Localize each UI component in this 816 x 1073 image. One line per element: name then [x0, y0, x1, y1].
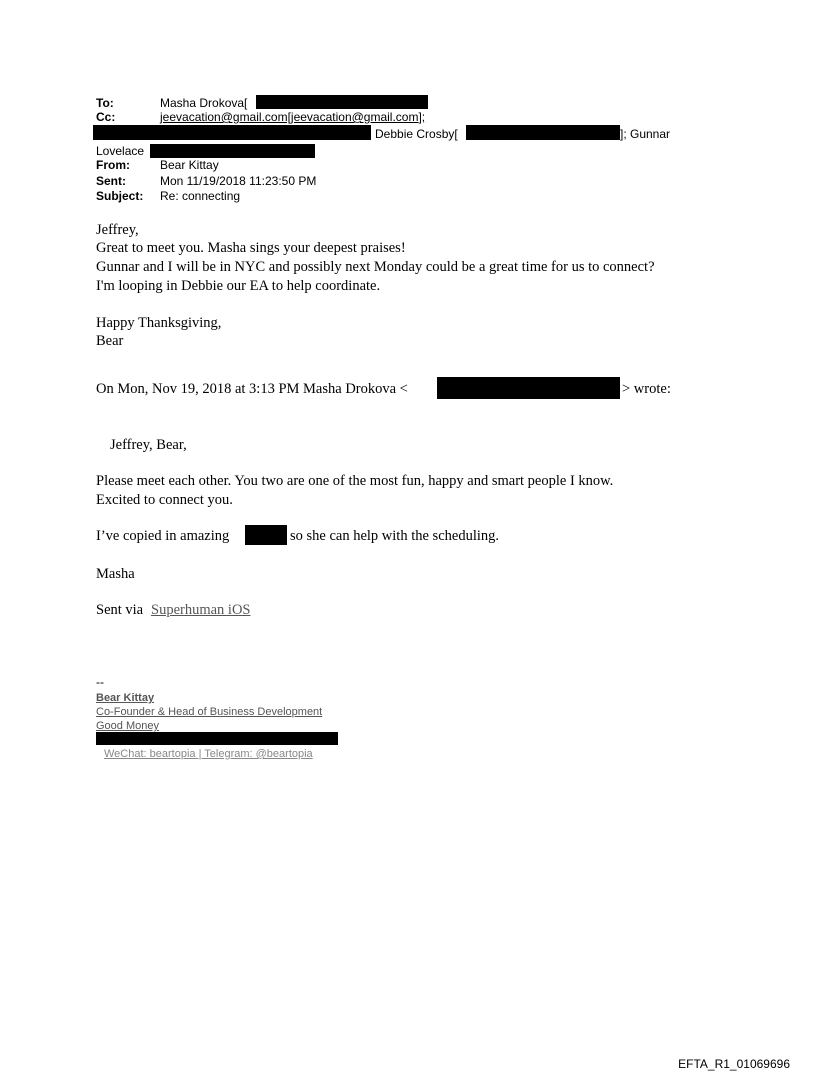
reply-greeting: Jeffrey,: [96, 222, 139, 238]
redaction-bar: [245, 525, 287, 545]
quoted-line: Excited to connect you.: [96, 492, 233, 508]
from-label: From:: [96, 158, 130, 172]
cc-gunnar: ]; Gunnar: [620, 127, 671, 141]
redaction-bar: [96, 732, 338, 745]
sent-via-text: Sent via: [96, 602, 144, 618]
quoted-intro: On Mon, Nov 19, 2018 at 3:13 PM Masha Drokova <: [96, 381, 408, 397]
signature-name[interactable]: Bear Kittay: [96, 692, 155, 704]
quoted-intro-end: > wrote:: [622, 381, 671, 397]
subject-label: Subject:: [96, 189, 144, 203]
reply-line: Great to meet you. Masha sings your deepest praises!: [96, 240, 406, 256]
sent-label: Sent:: [96, 174, 126, 188]
from-value: Bear Kittay: [160, 158, 219, 172]
redaction-bar: [437, 377, 620, 399]
quoted-copied-end: so she can help with the scheduling.: [290, 528, 499, 544]
quoted-copied-start: I’ve copied in amazing: [96, 528, 230, 544]
quoted-name: Masha: [96, 566, 135, 582]
superhuman-link[interactable]: Superhuman iOS: [151, 602, 251, 618]
signature-title[interactable]: Co-Founder & Head of Business Development: [96, 706, 323, 718]
reply-line: I'm looping in Debbie our EA to help coordinate.: [96, 278, 381, 294]
cc-lovelace: Lovelace: [96, 144, 145, 158]
reply-line: Gunnar and I will be in NYC and possibly next Monday could be a great time for us to connect?: [96, 259, 655, 275]
reply-signoff: Bear: [96, 333, 124, 349]
to-label: To:: [96, 96, 114, 110]
subject-value: Re: connecting: [160, 189, 241, 203]
signature-company[interactable]: Good Money: [96, 720, 159, 732]
redaction-bar: [150, 144, 315, 158]
signature-contact[interactable]: WeChat: beartopia | Telegram: @beartopia: [104, 748, 313, 760]
signature-dashes: --: [96, 675, 104, 689]
redaction-bar: [466, 125, 620, 140]
sent-value: Mon 11/19/2018 11:23:50 PM: [160, 174, 317, 188]
to-value: Masha Drokova[: [160, 96, 248, 110]
document-id: EFTA_R1_01069696: [678, 1057, 790, 1071]
cc-label: Cc:: [96, 110, 116, 124]
redaction-bar: [93, 125, 371, 140]
cc-value: jeevacation@gmail.com[jeevacation@gmail.com];: [160, 110, 426, 124]
quoted-greeting: Jeffrey, Bear,: [110, 437, 187, 453]
redaction-bar: [256, 95, 428, 109]
quoted-line: Please meet each other. You two are one of the most fun, happy and smart people I know.: [96, 473, 614, 489]
reply-closing: Happy Thanksgiving,: [96, 315, 222, 331]
cc-debbie: Debbie Crosby[: [375, 127, 458, 141]
